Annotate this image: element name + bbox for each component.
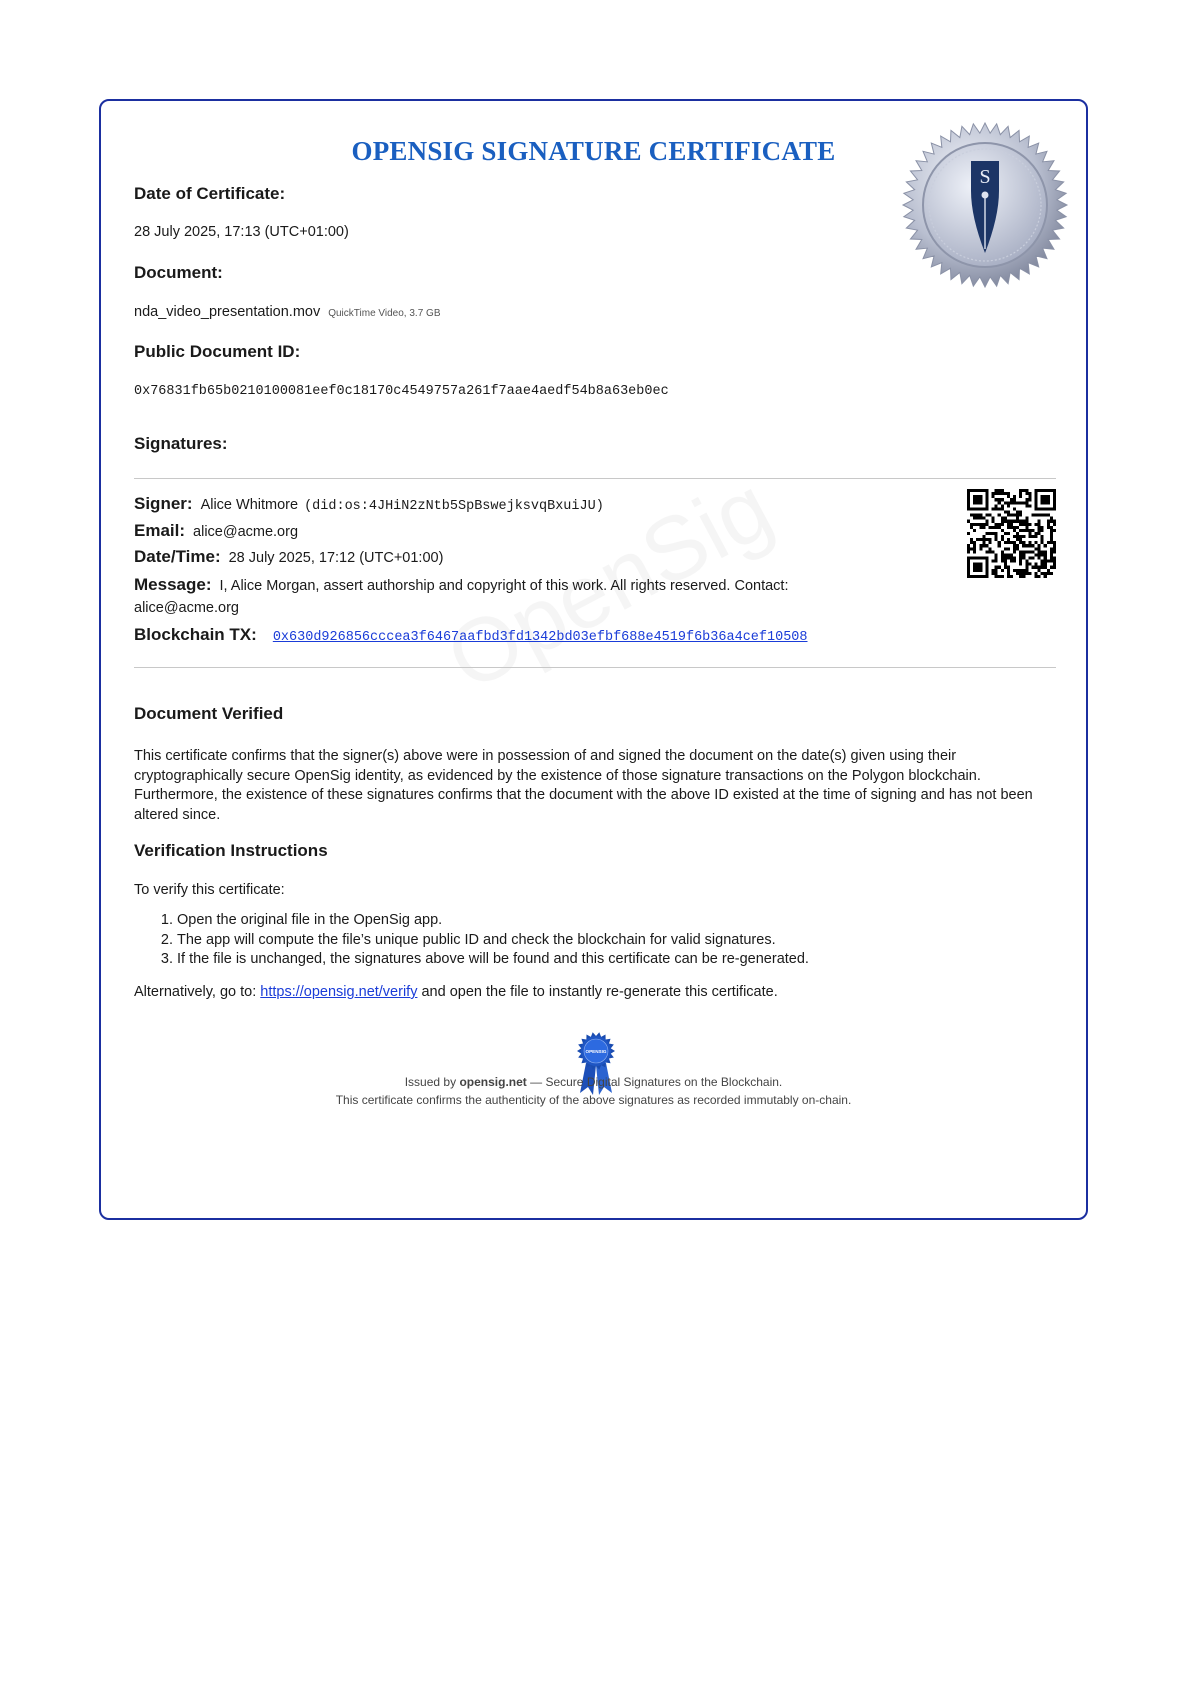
footer-line-1 <box>101 1075 1086 1089</box>
document-meta: QuickTime Video, 3.7 GB <box>328 308 441 319</box>
message-label: Message: <box>134 575 212 594</box>
datetime-row <box>134 547 443 567</box>
blockchain-tx-label: Blockchain TX: <box>134 625 257 644</box>
verification-steps-list <box>134 911 1077 970</box>
alt-prefix: Alternatively, go to: <box>134 984 257 1000</box>
signatures-bottom-divider <box>134 667 1056 668</box>
document-value <box>134 304 441 320</box>
certificate-frame <box>99 99 1088 1220</box>
seal-letter: S <box>979 166 991 188</box>
verify-link[interactable]: https://opensig.net/verify <box>260 984 418 1000</box>
signatures-heading: Signatures: <box>134 434 228 453</box>
document-verified-heading: Document Verified <box>134 704 284 723</box>
verification-instructions-heading: Verification Instructions <box>134 841 328 860</box>
ribbon-text: OPENSIG <box>585 1049 607 1054</box>
datetime-label: Date/Time: <box>134 547 221 566</box>
footer-issued-prefix: Issued by <box>404 1075 457 1089</box>
email-row <box>134 521 298 541</box>
verification-intro: To verify this certificate: <box>134 882 285 898</box>
public-id-value: 0x76831fb65b0210100081eef0c18170c4549757a261f7aae4aedf54b8a63eb0ec <box>134 384 669 399</box>
email-value: alice@acme.org <box>193 524 299 540</box>
verification-step: 2. The app will compute the file’s unique public ID and check the blockchain for valid signatures. <box>177 931 1077 951</box>
certificate-title: OPENSIG SIGNATURE CERTIFICATE <box>351 136 836 166</box>
datetime-value: 28 July 2025, 17:12 (UTC+01:00) <box>228 550 444 566</box>
signatures-top-divider <box>134 478 1056 479</box>
footer-line-2: This certificate confirms the authenticity of the above signatures as recorded immutably on-chain. <box>335 1093 852 1107</box>
verification-step: 1. Open the original file in the OpenSig app. <box>177 911 1077 931</box>
date-of-certificate-label: Date of Certificate: <box>134 184 286 203</box>
certificate-seal-icon <box>901 121 1069 289</box>
message-value: I, Alice Morgan, assert authorship and copyright of this work. All rights reserved. Contact: alice@acme.org <box>134 578 789 616</box>
email-label: Email: <box>134 521 186 540</box>
alternative-verify-line <box>134 984 778 1000</box>
signer-label: Signer: <box>134 494 193 513</box>
signer-row <box>134 494 604 514</box>
qr-code-icon <box>967 489 1056 578</box>
verification-step: 3. If the file is unchanged, the signatures above will be found and this certificate can be re-generated. <box>177 950 1077 970</box>
document-label: Document: <box>134 263 223 282</box>
blockchain-tx-link[interactable]: 0x630d926856cccea3f6467aafbd3fd1342bd03efbf688e4519f6b36a4cef10508 <box>272 630 808 645</box>
footer-issued-suffix: — Secure Digital Signatures on the Blockchain. <box>530 1075 783 1089</box>
alt-suffix: and open the file to instantly re-generate this certificate. <box>421 984 778 1000</box>
signer-name: Alice Whitmore <box>200 497 299 513</box>
document-filename: nda_video_presentation.mov <box>134 304 321 320</box>
footer-issuer: opensig.net <box>459 1075 527 1089</box>
public-id-label: Public Document ID: <box>134 342 301 361</box>
message-row <box>134 574 854 619</box>
blockchain-tx-row <box>134 625 808 645</box>
date-of-certificate-value: 28 July 2025, 17:13 (UTC+01:00) <box>134 224 349 240</box>
document-verified-text: This certificate confirms that the signer(s) above were in possession of and signed the document on the date(s) given using their cryptographically secure OpenSig identity, as evidenced by the existence of those signature transactions on the Polygon blockchain. Furthermore, the existence of these signatures confirms that the document with the above ID existed at the time of signing and has not been altered since. <box>134 748 1033 823</box>
signer-did: (did:os:4JHiN2zNtb5SpBswejksvqBxuiJU) <box>304 499 604 514</box>
